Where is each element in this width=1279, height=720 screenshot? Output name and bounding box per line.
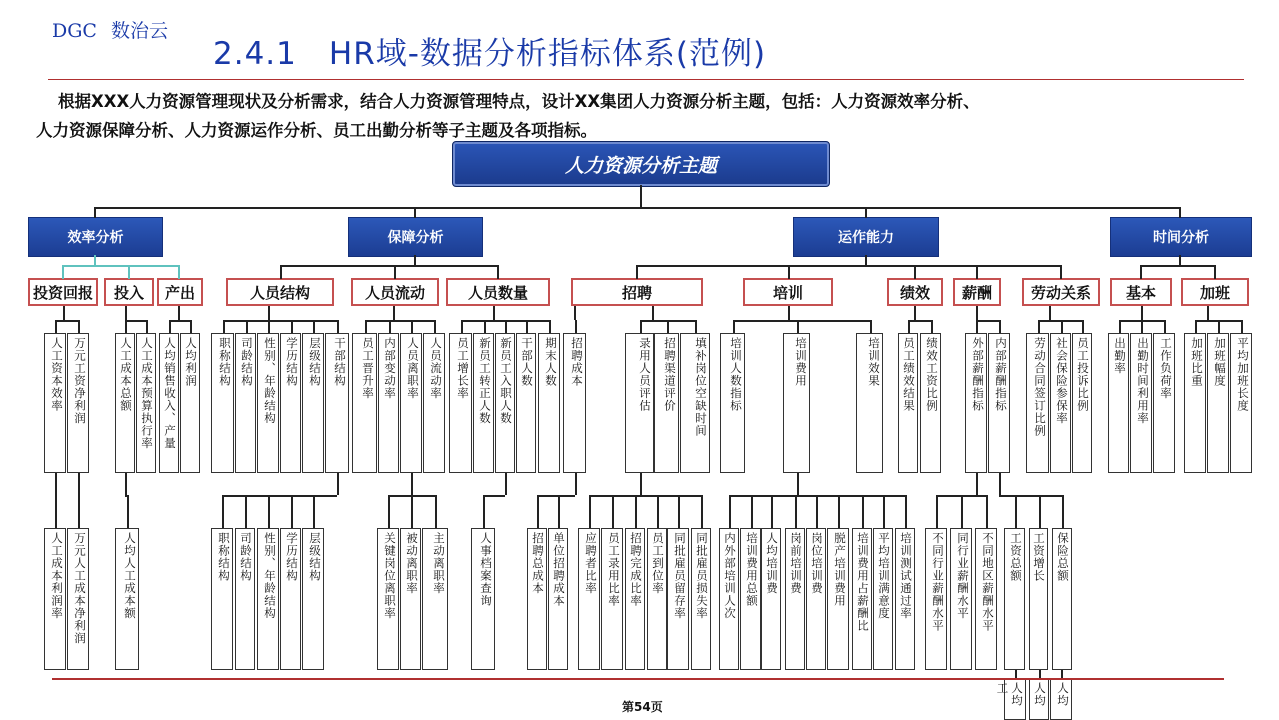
connector-line [55,320,78,322]
connector-line [838,495,840,528]
connector-line [1062,495,1064,528]
connector-line [862,495,864,528]
connector-line [389,320,391,333]
level2-node: 劳动关系 [1022,278,1100,306]
connector-line [125,320,127,333]
connector-line [268,495,270,528]
level4-indicator: 工资增长 [1029,528,1048,670]
connector-line [976,265,978,279]
level3-indicator: 招聘渠道评价 [654,333,679,473]
root-node: 人力资源分析主题 [452,141,830,187]
connector-line [908,320,910,333]
level3-indicator: 人员离职率 [400,333,422,473]
page-number: 第54页 [622,700,663,714]
connector-line [497,265,499,279]
connector-line [1140,265,1142,279]
level3-indicator: 出勤时间利用率 [1130,333,1152,473]
level2-node: 薪酬 [953,278,1001,306]
connector-line [493,306,495,320]
connector-line [575,473,577,495]
title-divider [48,79,1244,80]
level3-indicator: 人均利润 [180,333,200,473]
connector-line [678,495,680,528]
connector-line [291,495,293,528]
level3-indicator: 平均加班长度 [1230,333,1252,473]
level1-node: 运作能力 [793,217,939,257]
level4-indicator: 职称结构 [211,528,233,670]
connector-line [771,495,773,528]
level4-indicator: 关键岗位离职率 [377,528,399,670]
connector-line [62,265,64,279]
connector-line [636,265,638,279]
connector-line [125,473,127,495]
level3-indicator: 人工成本预算执行率 [136,333,156,473]
connector-line [905,495,907,528]
level2-node: 招聘 [571,278,703,306]
connector-line [313,495,315,528]
level4-indicator: 平均培训满意度 [873,528,893,670]
level3-indicator: 期末人数 [538,333,560,473]
connector-line [393,306,395,320]
connector-line [908,320,931,322]
level3-indicator: 内部薪酬指标 [988,333,1010,473]
level4-indicator: 应聘者比率 [578,528,600,670]
connector-line [733,320,735,333]
connector-line [537,495,575,497]
connector-line [245,495,247,528]
level4-indicator: 保险总额 [1052,528,1072,670]
level4-indicator: 人均培训费 [761,528,781,670]
connector-line [169,320,171,333]
connector-line [505,473,507,495]
level3-indicator: 社会保险参保率 [1050,333,1071,473]
connector-line [999,473,1001,495]
connector-line [657,495,659,528]
level5-indicator: 人均工 [1004,678,1026,720]
level5-indicator: 人均 [1050,678,1072,720]
connector-line [1039,495,1041,528]
connector-line [434,320,436,333]
connector-line [125,320,146,322]
connector-line [729,495,731,528]
connector-line [701,495,703,528]
connector-line [337,320,339,333]
level3-indicator: 人均销售收入、产量 [159,333,179,473]
connector-line [78,320,80,333]
connector-line [125,306,127,320]
level4-indicator: 脱产培训费用 [827,528,849,670]
level4-indicator: 招聘完成比率 [625,528,645,670]
level4-indicator: 培训费用总额 [740,528,761,670]
level4-indicator: 单位招聘成本 [548,528,568,670]
level4-indicator: 岗位培训费 [806,528,826,670]
connector-line [976,306,978,320]
connector-line [1207,306,1209,320]
level4-indicator: 同行业薪酬水平 [950,528,972,670]
connector-line [483,495,505,497]
connector-line [558,495,560,528]
level1-node: 效率分析 [28,217,163,257]
level2-node: 人员流动 [351,278,439,306]
level3-indicator: 万元工资净利润 [67,333,89,473]
level3-indicator: 干部结构 [325,333,349,473]
level3-indicator: 出勤率 [1108,333,1129,473]
level2-node: 投入 [104,278,154,306]
level3-indicator: 人工成本总额 [115,333,135,473]
connector-line [976,320,999,322]
connector-line [94,207,96,218]
connector-line [461,320,463,333]
connector-line [337,473,339,495]
connector-line [914,265,916,279]
connector-line [589,495,591,528]
level4-indicator: 层级结构 [302,528,324,670]
level2-node: 产出 [157,278,203,306]
level3-indicator: 员工晋升率 [352,333,377,473]
level4-indicator: 学历结构 [280,528,301,670]
connector-line [222,495,337,497]
connector-line [1038,320,1040,333]
level3-indicator: 外部薪酬指标 [965,333,987,473]
brand [52,16,168,43]
connector-line [1119,320,1121,333]
connector-line [652,306,654,320]
connector-line [636,265,1062,267]
connector-line [190,320,192,333]
connector-line [1164,320,1166,333]
intro-line-1: 根据XXX人力资源管理现状及分析需求，结合人力资源管理特点，设计XX集团人力资源分析主题，包括：人力资源效率分析、 [58,92,980,111]
connector-line [797,320,799,333]
connector-line [1141,320,1143,333]
level3-indicator: 学历结构 [280,333,301,473]
connector-line [365,320,367,333]
connector-line [178,306,180,320]
level3-indicator: 人员流动率 [423,333,445,473]
connector-line [976,320,978,333]
level3-indicator: 性别、年龄结构 [257,333,279,473]
connector-line [751,495,753,528]
level2-node: 投资回报 [28,278,98,306]
connector-line [388,495,390,528]
connector-line [222,495,224,528]
connector-line [865,207,867,218]
connector-line [169,320,190,322]
level2-node: 绩效 [887,278,943,306]
level3-indicator: 司龄结构 [235,333,256,473]
level4-indicator: 员工到位率 [647,528,667,670]
connector-line [394,265,396,279]
connector-line [575,320,577,333]
connector-line [695,320,697,333]
level3-indicator: 人工资本效率 [44,333,66,473]
level4-indicator: 司龄结构 [235,528,255,670]
level4-indicator: 万元人工成本净利润 [67,528,89,670]
connector-line [797,473,799,495]
connector-line [526,320,528,333]
connector-line [931,320,933,333]
level3-indicator: 填补岗位空缺时间 [680,333,710,473]
connector-line [976,473,978,495]
level3-indicator: 录用人员评估 [625,333,654,473]
connector-line [1049,306,1051,320]
level4-indicator: 主动离职率 [422,528,448,670]
page-title: 2.4.1 HR域-数据分析指标体系(范例) [213,36,767,72]
connector-line [313,320,315,333]
connector-line [640,473,642,495]
level2-node: 人员数量 [446,278,550,306]
connector-line [1141,306,1143,320]
connector-line [280,265,282,279]
level3-indicator: 员工增长率 [449,333,472,473]
level3-indicator: 内部变动率 [378,333,399,473]
level4-indicator: 内外部培训人次 [719,528,739,670]
level4-indicator: 员工录用比率 [601,528,623,670]
connector-line [1061,320,1063,333]
level4-indicator: 培训费用占薪酬比 [852,528,872,670]
level1-node: 保障分析 [348,217,483,257]
connector-line [268,306,270,320]
connector-line [986,495,988,528]
connector-line [365,320,435,322]
connector-line [1214,265,1216,279]
connector-line [1061,670,1063,678]
connector-line [733,320,870,322]
level2-node: 培训 [743,278,833,306]
connector-line [62,265,178,267]
connector-line [128,265,130,279]
connector-line [870,320,872,333]
level4-indicator: 人均人工成本额 [115,528,139,670]
level4-indicator: 同批雇员损失率 [691,528,711,670]
connector-line [483,495,485,528]
connector-line [1060,265,1062,279]
connector-line [883,495,885,528]
connector-line [411,473,413,495]
connector-line [635,495,637,528]
level4-indicator: 岗前培训费 [785,528,805,670]
connector-line [999,320,1001,333]
connector-line [816,495,818,528]
level3-indicator: 劳动合同签订比例 [1026,333,1049,473]
connector-line [268,320,270,333]
level3-indicator: 绩效工资比例 [920,333,941,473]
connector-line [914,306,916,320]
level3-indicator: 工作负荷率 [1153,333,1175,473]
connector-line [291,320,293,333]
level2-node: 人员结构 [226,278,334,306]
connector-line [1218,320,1220,333]
connector-line [1195,320,1197,333]
connector-line [936,495,938,528]
intro-line-2: 人力资源保障分析、人力资源运作分析、员工出勤分析等子主题及各项指标。 [36,121,597,140]
connector-line [549,320,551,333]
connector-line [1241,320,1243,333]
connector-line [612,495,614,528]
connector-line [78,495,80,528]
brand-name: 数治云 [110,20,168,42]
level3-indicator: 培训效果 [856,333,883,473]
level3-indicator: 员工绩效结果 [898,333,918,473]
level3-indicator: 新员工入职人数 [495,333,515,473]
connector-line [63,306,65,320]
level4-indicator: 人事档案查询 [471,528,495,670]
connector-line [1015,670,1017,678]
level3-indicator: 加班比重 [1184,333,1206,473]
connector-line [127,495,129,528]
level3-indicator: 员工投诉比例 [1072,333,1092,473]
level3-indicator: 培训费用 [783,333,810,473]
connector-line [78,473,80,495]
level3-indicator: 新员工转正人数 [473,333,494,473]
connector-line [999,495,1062,497]
connector-line [1015,495,1017,528]
level2-node: 加班 [1181,278,1249,306]
connector-line [1179,207,1181,218]
level4-indicator: 工资总额 [1004,528,1025,670]
connector-line [178,265,180,279]
level4-indicator: 同批雇员留存率 [667,528,689,670]
connector-line [1039,670,1041,678]
level4-indicator: 不同地区薪酬水平 [975,528,997,670]
level4-indicator: 人工成本利润率 [44,528,66,670]
level3-indicator: 层级结构 [302,333,324,473]
level4-indicator: 培训测试通过率 [895,528,915,670]
connector-line [788,265,790,279]
connector-line [537,495,539,528]
connector-line [55,495,57,528]
connector-line [505,320,507,333]
connector-line [484,320,486,333]
level3-indicator: 招聘成本 [563,333,586,473]
connector-line [223,320,338,322]
level2-node: 基本 [1110,278,1172,306]
connector-line [223,320,225,333]
connector-line [280,265,498,267]
connector-line [55,473,57,495]
connector-line [411,320,413,333]
connector-line [94,207,1181,209]
connector-line [55,320,57,333]
level3-indicator: 加班幅度 [1207,333,1229,473]
level4-indicator: 招聘总成本 [527,528,547,670]
level3-indicator: 干部人数 [516,333,536,473]
level4-indicator: 被动离职率 [400,528,421,670]
level3-indicator: 职称结构 [211,333,234,473]
connector-line [146,320,148,333]
level3-indicator: 培训人数指标 [720,333,745,473]
connector-line [411,495,413,528]
connector-line [640,320,642,333]
connector-line [788,306,790,320]
connector-line [667,320,669,333]
level1-node: 时间分析 [1110,217,1252,257]
connector-line [435,495,437,528]
footer-divider [52,678,1224,680]
brand-abbr: DGC [52,20,97,42]
connector-line [1140,265,1214,267]
connector-line [961,495,963,528]
level5-indicator: 人均 [1029,678,1049,720]
level4-indicator: 不同行业薪酬水平 [925,528,947,670]
connector-line [640,185,642,208]
connector-line [795,495,797,528]
level4-indicator: 性别、年龄结构 [257,528,279,670]
connector-line [414,207,416,218]
connector-line [589,495,701,497]
connector-line [1082,320,1084,333]
connector-line [574,306,576,320]
connector-line [246,320,248,333]
